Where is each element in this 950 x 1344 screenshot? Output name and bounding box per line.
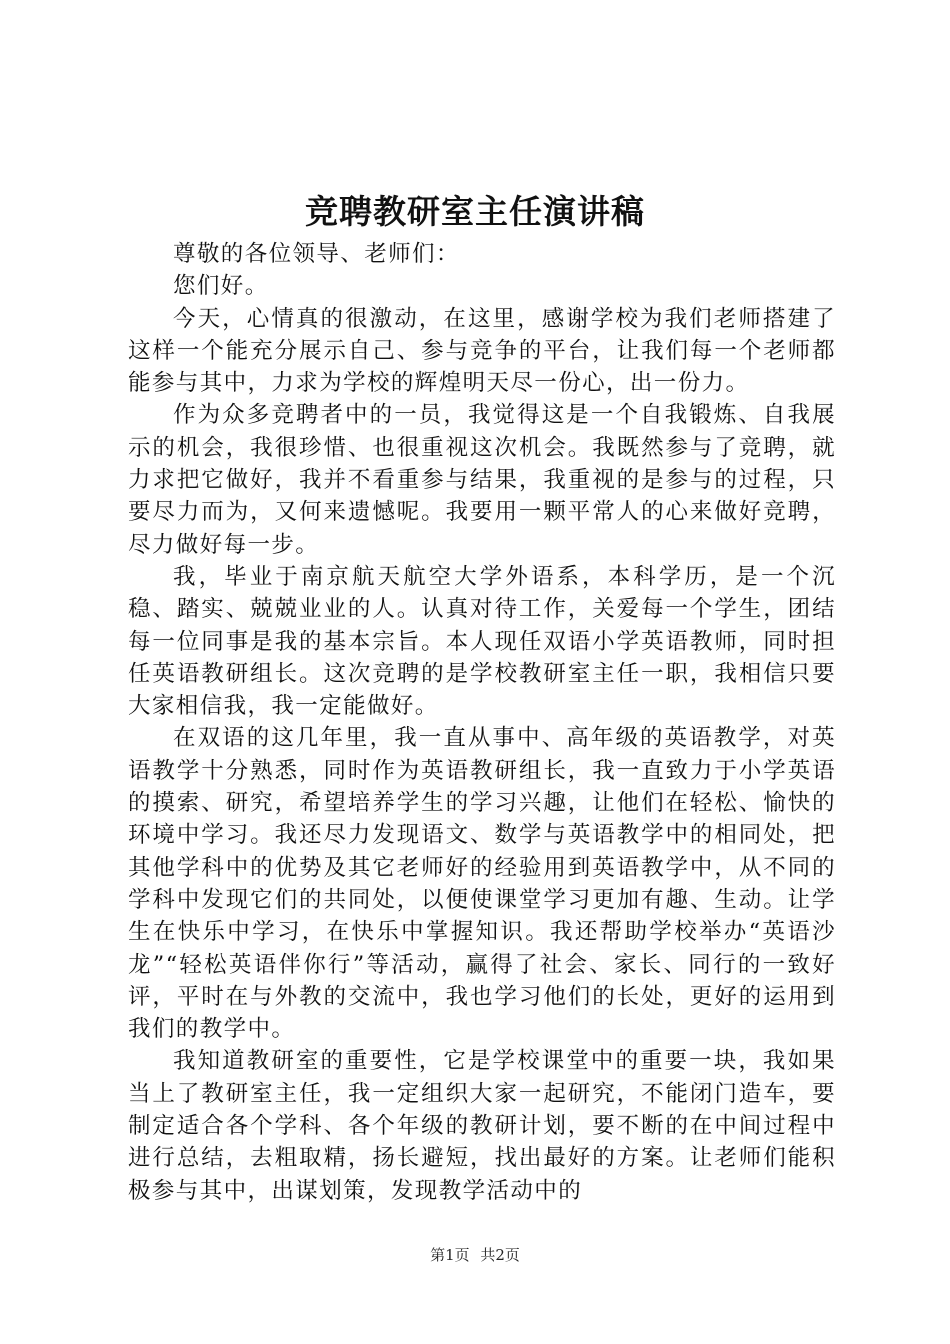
paragraph: 作为众多竞聘者中的一员，我觉得这是一个自我锻炼、自我展示的机会，我很珍惜、也很重视这次机会。我既然参与了竞聘，就力求把它做好，我并不看重参与结果，我重视的是参与的过程，只要尽力而为，又何来遗憾呢。我要用一颗平常人的心来做好竞聘，尽力做好每一步。 <box>128 402 836 558</box>
paragraph-salutation: 尊敬的各位领导、老师们： <box>173 241 460 267</box>
document-body <box>128 238 836 1207</box>
paragraph: 今天，心情真的很激动，在这里，感谢学校为我们老师搭建了这样一个能充分展示自己、参与竞争的平台，让我们每一个老师都能参与其中，力求为学校的辉煌明天尽一份心，出一份力。 <box>128 305 836 397</box>
page-number: 第1页 <box>430 1246 470 1264</box>
page-total: 共2页 <box>480 1246 520 1264</box>
paragraph: 我，毕业于南京航天航空大学外语系，本科学历，是一个沉稳、踏实、兢兢业业的人。认真对待工作，关爱每一个学生，团结每一位同事是我的基本宗旨。本人现任双语小学英语教师，同时担任英语教研组长。这次竞聘的是学校教研室主任一职，我相信只要大家相信我，我一定能做好。 <box>128 563 836 720</box>
paragraph: 我知道教研室的重要性，它是学校课堂中的重要一块，我如果当上了教研室主任，我一定组织大家一起研究，不能闭门造车，要制定适合各个学科、各个年级的教研计划，要不断的在中间过程中进行总结，去粗取精，扬长避短，找出最好的方案。让老师们能积极参与其中，出谋划策，发现教学活动中的 <box>128 1048 836 1204</box>
document-title: 竞聘教研室主任演讲稿 <box>305 192 645 231</box>
paragraph-greeting: 您们好。 <box>173 273 269 300</box>
paragraph: 在双语的这几年里，我一直从事中、高年级的英语教学，对英语教学十分熟悉，同时作为英语教研组长，我一直致力于小学英语的摸索、研究，希望培养学生的学习兴趣，让他们在轻松、愉快的环境中学习。我还尽力发现语文、数学与英语教学中的相同处，把其他学科中的优势及其它老师好的经验用到英语教学中，从不同的学科中发现它们的共同处，以便使课堂学习更加有趣、生动。让学生在快乐中学习，在快乐中掌握知识。我还帮助学校举办“英语沙龙”“轻松英语伴你行”等活动，赢得了社会、家长、同行的一致好评，平时在与外教的交流中，我也学习他们的长处，更好的运用到我们的教学中。 <box>128 725 836 1043</box>
page-footer <box>0 1244 950 1265</box>
